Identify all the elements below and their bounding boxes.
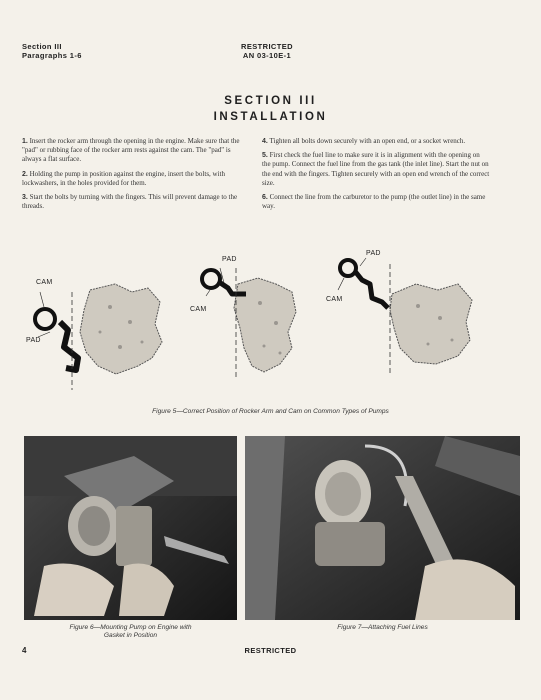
pump-diagram-3 (320, 248, 480, 388)
pad-label-2: PAD (222, 256, 237, 263)
cam-label-1: CAM (36, 279, 53, 286)
figure-6-image (24, 436, 237, 620)
pump-diagram-2 (180, 248, 310, 388)
classification-header: RESTRICTED (241, 42, 293, 51)
footer-classification: RESTRICTED (244, 646, 297, 655)
pump-drawing-2 (180, 248, 310, 388)
document-number: AN 03-10E-1 (242, 51, 292, 60)
section-number: SECTION III (224, 95, 317, 107)
pump-diagram-1 (20, 262, 170, 392)
figure-7-photo (245, 436, 520, 620)
paragraphs-ref: Paragraphs 1-6 (22, 51, 82, 60)
section-heading: INSTALLATION (213, 111, 328, 123)
pad-label-3: PAD (366, 250, 381, 257)
paragraph-4: 4. Tighten all bolts down securely with an open end, or a socket wrench. (262, 137, 466, 145)
paragraph-5: 5. First check the fuel line to make sure it is in alignment with the opening on the pump. Connect the fuel line from the gas tank (the inlet line). Start the nut on the end with the fingers. Tighten securely with an open end wrench of the correct size. (262, 151, 490, 187)
figure-6-photo (24, 436, 237, 620)
header-center (217, 42, 317, 60)
section-ref: Section III (22, 42, 62, 51)
right-column (262, 137, 490, 216)
paragraph-6: 6. Connect the line from the carburetor to the pump (the outlet line) in the same way. (262, 193, 486, 211)
left-column (22, 137, 250, 216)
cam-label-2: CAM (190, 306, 207, 313)
page-number: 4 (22, 646, 27, 655)
paragraph-1: 1. Insert the rocker arm through the opening in the engine. Make sure that the "pad" or rubbing face of the rocker arm rests against the cam. The "pad" is always a flat surface. (22, 137, 240, 164)
paragraph-3: 3. Start the bolts by turning with the fingers. This will prevent damage to the threads. (22, 193, 238, 211)
header-left (22, 42, 82, 60)
pad-label-1: PAD (26, 337, 41, 344)
pump-drawing-3 (320, 248, 480, 388)
figure-7-caption: Figure 7—Attaching Fuel Lines (337, 624, 428, 631)
figure-5-caption: Figure 5—Correct Position of Rocker Arm and Cam on Common Types of Pumps (152, 408, 389, 415)
figure-7-image (245, 436, 520, 620)
figure-6-caption: Figure 6—Mounting Pump on Engine with Gasket in Position (69, 624, 192, 639)
cam-label-3: CAM (326, 296, 343, 303)
paragraph-2: 2. Holding the pump in position against the engine, insert the bolts, with lockwashers, in the holes provided for them. (22, 169, 225, 187)
